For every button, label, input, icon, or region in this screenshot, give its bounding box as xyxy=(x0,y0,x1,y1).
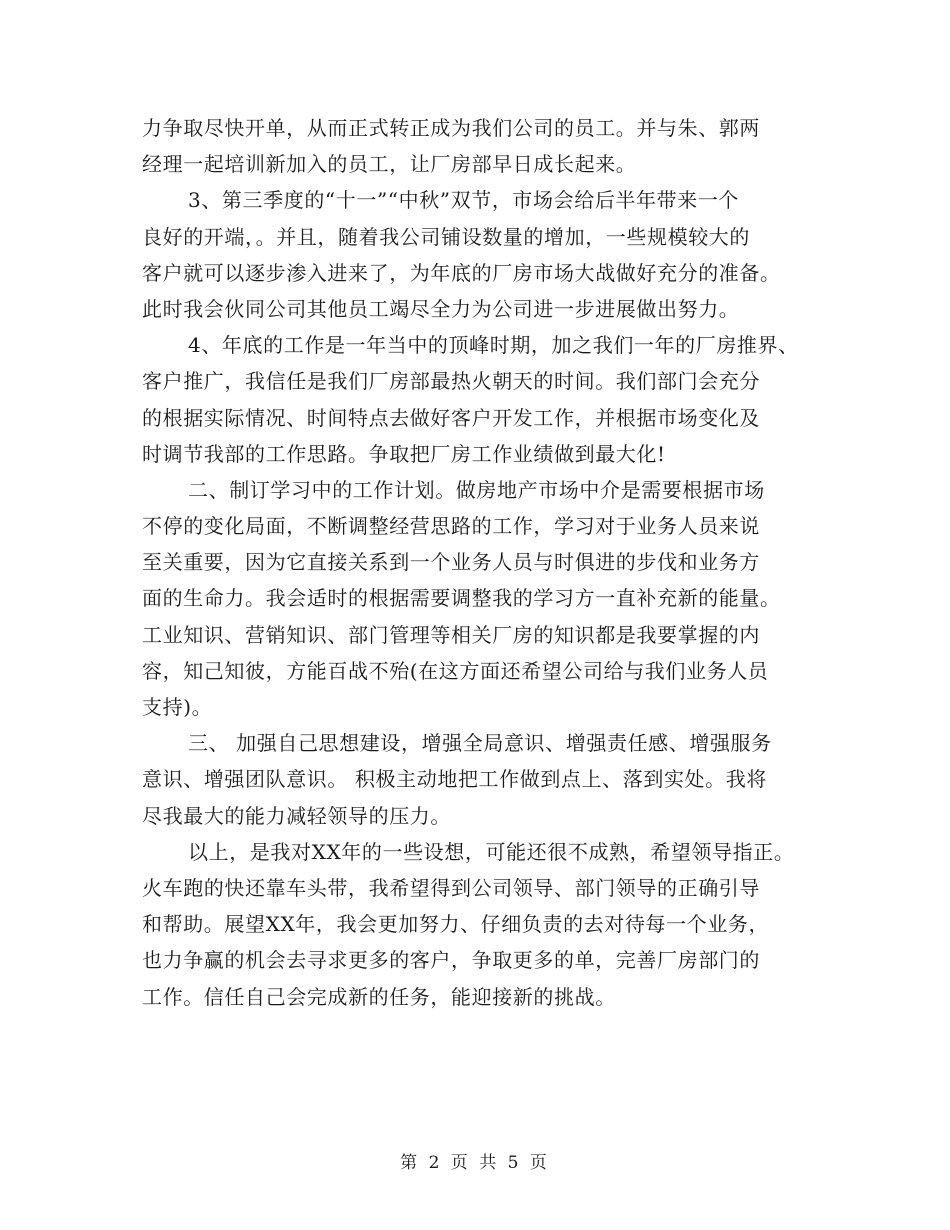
text-line: 时调节我部的工作思路。争取把厂房工作业绩做到最大化! xyxy=(142,441,666,466)
text-line: 的根据实际情况、时间特点去做好客户开发工作，并根据市场变化及 xyxy=(142,405,760,430)
text-line: 容，知己知彼，方能百战不殆(在这方面还希望公司给与我们业务人员 xyxy=(142,658,769,683)
text-line: 支持)。 xyxy=(142,695,213,719)
text-line: 良好的开端，。并且，随着我公司铺设数量的增加，一些规模较大的 xyxy=(142,224,750,249)
text-line: 和帮助。展望XX年，我会更加努力、仔细负责的去对待每一个业务， xyxy=(142,912,770,937)
text-line: 尽我最大的能力减轻领导的压力。 xyxy=(142,803,451,828)
text-line: 不停的变化局面，不断调整经营思路的工作，学习对于业务人员来说 xyxy=(142,514,760,539)
text-line: 工业知识、营销知识、部门管理等相关厂房的知识都是我要掌握的内 xyxy=(142,622,760,647)
text-line: 至关重要，因为它直接关系到一个业务人员与时俱进的步伐和业务方 xyxy=(142,550,760,575)
text-line: 3、第三季度的“十一”“中秋”双节，市场会给后半年带来一个 xyxy=(188,188,740,213)
text-line: 力争取尽快开单，从而正式转正成为我们公司的员工。并与朱、郭两 xyxy=(142,116,760,140)
text-line: 客户就可以逐步渗入进来了，为年底的厂房市场大战做好充分的准备。 xyxy=(142,260,781,285)
text-line: 也力争赢的机会去寻求更多的客户，争取更多的单，完善厂房部门的 xyxy=(142,948,760,973)
text-line: 二、制订学习中的工作计划。做房地产市场中介是需要根据市场 xyxy=(188,477,765,502)
document-body xyxy=(142,110,832,1015)
text-line: 4、年底的工作是一年当中的顶峰时期，加之我们一年的厂房推界、 xyxy=(188,333,799,358)
text-line: 意识、增强团队意识。 积极主动地把工作做到点上、落到实处。我将 xyxy=(142,767,767,792)
text-line: 以上，是我对XX年的一些设想，可能还很不成熟，希望领导指正。 xyxy=(188,839,795,864)
text-line: 火车跑的快还靠车头带，我希望得到公司领导、部门领导的正确引导 xyxy=(142,875,760,900)
text-line: 此时我会伙同公司其他员工竭尽全力为公司进一步进展做出努力。 xyxy=(142,296,740,321)
text-line: 经理一起培训新加入的员工，让厂房部早日成长起来。 xyxy=(142,152,637,177)
text-line: 三、 加强自己思想建设，增强全局意识、增强责任感、增强服务 xyxy=(188,731,772,756)
page-number-footer: 第 2 页 共 5 页 xyxy=(400,1153,550,1173)
text-line: 工作。信任自己会完成新的任务，能迎接新的挑战。 xyxy=(142,984,616,1009)
text-line: 面的生命力。我会适时的根据需要调整我的学习方一直补充新的能量。 xyxy=(142,586,781,611)
text-line: 客户推广，我信任是我们厂房部最热火朝天的时间。我们部门会充分 xyxy=(142,369,760,394)
